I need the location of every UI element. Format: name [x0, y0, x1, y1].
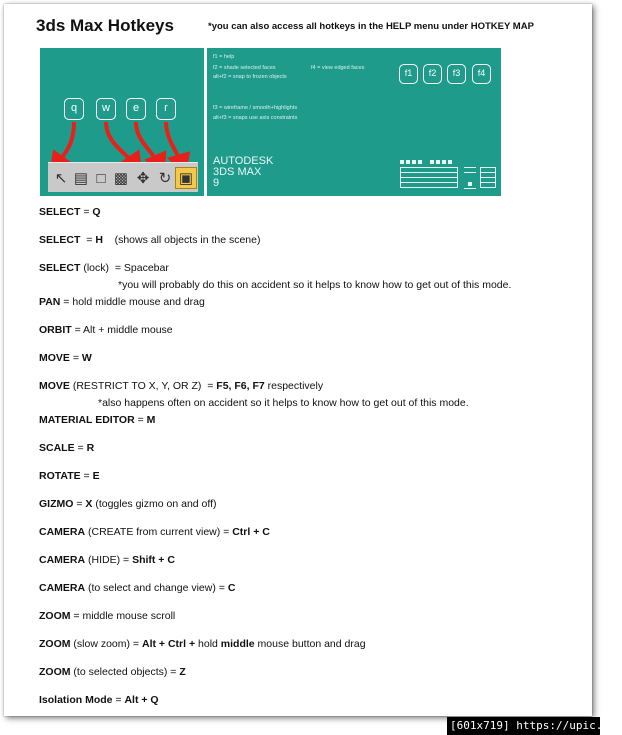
shortcut-row: ORBIT = Alt + middle mouse — [39, 324, 173, 336]
shortcut-row: SCALE = R — [39, 442, 95, 454]
rotate-icon: ↻ — [158, 170, 172, 187]
key-r: r — [156, 98, 176, 120]
shortcut-row: SELECT (lock) = Spacebar — [39, 262, 169, 274]
hotkey-note-alt-f2: alt+f2 = snap to frozen objects — [213, 74, 287, 80]
hotkey-note-alt-f3: alt+f3 = snaps use axis constraints — [213, 115, 298, 121]
hotkey-map-note: *you can also access all hotkeys in the HELP menu under HOTKEY MAP — [208, 21, 534, 32]
hotkey-note-f2: f2 = shade selected faces — [213, 65, 276, 71]
shortcut-row: MOVE = W — [39, 352, 92, 364]
shortcut-row: ZOOM (to selected objects) = Z — [39, 666, 186, 678]
main-toolbar — [48, 162, 198, 192]
hotkey-note-f4: f4 = view edged faces — [311, 65, 365, 71]
move-icon: ✥ — [136, 170, 150, 187]
key-f4: f4 — [472, 64, 491, 84]
restrict-note: *also happens often on accident so it helps to know how to get out of this mode. — [98, 397, 469, 409]
shortcut-row: SELECT = Q — [39, 206, 101, 218]
scale-icon: ▣ — [175, 167, 197, 189]
shortcut-row: Isolation Mode = Alt + Q — [39, 694, 159, 706]
select-arrow-icon: ↖ — [54, 170, 68, 187]
hotkey-note-f3: f3 = wireframe / smooth+highlights — [213, 105, 298, 111]
key-e: e — [126, 98, 146, 120]
key-q: q — [64, 98, 84, 120]
shortcut-row: CAMERA (to select and change view) = C — [39, 582, 236, 594]
shortcut-row: ZOOM (slow zoom) = Alt + Ctrl + hold middle mouse button and drag — [39, 638, 366, 650]
qwer-graphic — [40, 48, 204, 196]
shortcut-row: GIZMO = X (toggles gizmo on and off) — [39, 498, 217, 510]
hotkey-note-f1: f1 = help — [213, 54, 235, 60]
image-host-watermark[interactable]: [601x719] https://upic.me/ — [447, 717, 600, 735]
function-keys-graphic — [207, 48, 501, 196]
shortcut-row: ROTATE = E — [39, 470, 100, 482]
shortcut-row: SELECT = H (shows all objects in the scene) — [39, 234, 261, 246]
shortcut-row: CAMERA (HIDE) = Shift + C — [39, 554, 175, 566]
shortcut-row: MATERIAL EDITOR = M — [39, 414, 156, 426]
shortcut-row: PAN = hold middle mouse and drag — [39, 296, 205, 308]
window-crossing-icon: ▩ — [113, 170, 129, 187]
autodesk-3dsmax-logo: AUTODESK 3DS MAX 9 — [213, 155, 274, 189]
key-f2: f2 — [423, 64, 442, 84]
shortcut-row: ZOOM = middle mouse scroll — [39, 610, 176, 622]
key-f3: f3 — [447, 64, 466, 84]
spacebar-note: *you will probably do this on accident so it helps to know how to get out of this mode. — [118, 279, 512, 291]
keyboard-icon — [400, 160, 497, 192]
key-f1: f1 — [399, 64, 418, 84]
page-title: 3ds Max Hotkeys — [36, 16, 174, 35]
shortcut-row: MOVE (RESTRICT TO X, Y, OR Z) = F5, F6, F7 respectively — [39, 380, 324, 392]
select-by-name-icon: ▤ — [73, 170, 89, 187]
key-w: w — [96, 98, 116, 120]
document-page — [4, 4, 592, 716]
region-select-icon: □ — [96, 169, 106, 187]
shortcut-row: CAMERA (CREATE from current view) = Ctrl + C — [39, 526, 270, 538]
